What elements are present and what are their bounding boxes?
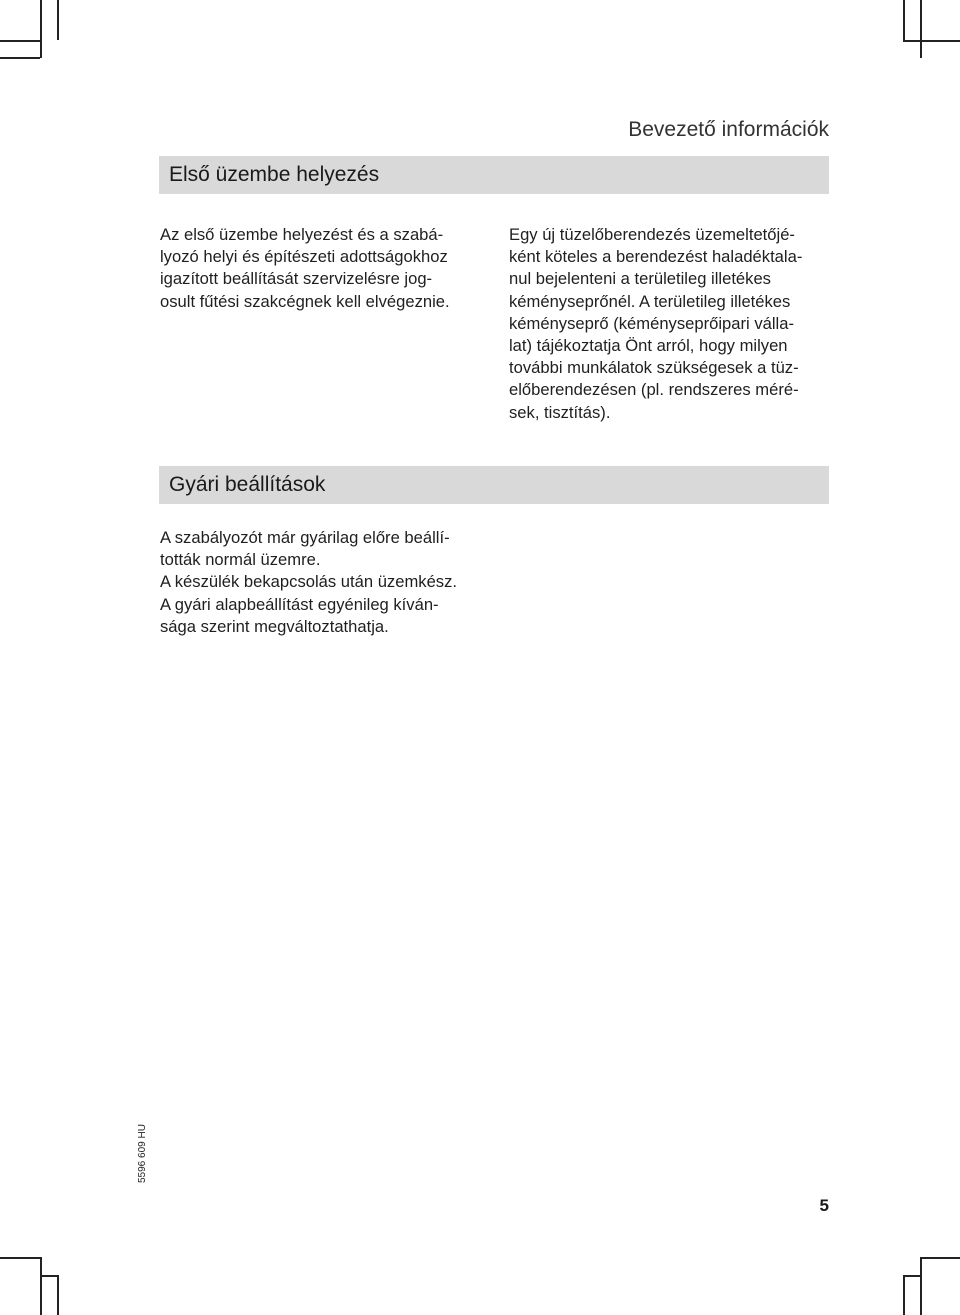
crop-mark: [0, 40, 40, 42]
paragraph-line: A szabályozót már gyárilag előre beállí-: [160, 528, 450, 547]
paragraph-line: lyozó helyi és építészeti adottságokhoz: [160, 247, 448, 267]
paragraph-line: Az első üzembe helyezést és a szabá-: [160, 225, 444, 244]
paragraph-line: A gyári alapbeállítást egyénileg kíván-: [160, 594, 439, 614]
document-code: 5596 609 HU: [137, 1124, 148, 1183]
section-heading-text: Első üzembe helyezés: [169, 163, 380, 186]
paragraph-line: további munkálatok szükségesek a tüz-: [509, 358, 799, 378]
section-heading-text: Gyári beállítások: [169, 473, 326, 496]
paragraph-line: kéményseprőnél. A területileg illetékes: [509, 291, 791, 311]
crop-mark: [920, 0, 922, 58]
crop-mark: [920, 40, 960, 42]
crop-mark: [0, 57, 40, 59]
paragraph-line: nul bejelenteni a területileg illetékes: [509, 269, 771, 289]
page-number: 5: [819, 1196, 829, 1215]
section-heading-factory-settings: [159, 466, 829, 504]
paragraph-line: Egy új tüzelőberendezés üzemeltetőjé-: [509, 225, 795, 244]
crop-mark: [40, 1257, 42, 1315]
paragraph-line: sek, tisztítás).: [509, 402, 611, 422]
crop-mark: [40, 1275, 58, 1277]
crop-mark: [0, 1257, 40, 1259]
crop-mark: [57, 0, 59, 40]
factory-settings-paragraph: [160, 527, 457, 638]
paragraph-line: lat) tájékoztatja Önt arról, hogy milyen: [509, 336, 788, 356]
crop-mark: [903, 40, 921, 42]
paragraph-line: igazított beállítását szervizelésre jog-: [160, 269, 433, 289]
running-header-title: Bevezető információk: [628, 118, 829, 141]
section-heading-first-startup: [159, 156, 829, 194]
crop-mark: [903, 1275, 921, 1277]
crop-mark: [920, 1257, 922, 1315]
crop-mark: [903, 1275, 905, 1315]
crop-mark: [40, 0, 42, 58]
paragraph-line: tották normál üzemre.: [160, 550, 321, 570]
crop-mark: [57, 1275, 59, 1315]
first-startup-left-paragraph: [160, 224, 450, 313]
paragraph-line: sága szerint megváltoztathatja.: [160, 616, 389, 636]
paragraph-line: osult fűtési szakcégnek kell elvégeznie.: [160, 291, 450, 311]
paragraph-line: előberendezésen (pl. rendszeres méré-: [509, 380, 799, 400]
first-startup-right-paragraph: [509, 224, 802, 424]
paragraph-line: A készülék bekapcsolás után üzemkész.: [160, 572, 458, 592]
paragraph-line: kéményseprő (kéményseprőipari válla-: [509, 313, 794, 333]
crop-mark: [903, 0, 905, 40]
crop-mark: [920, 1257, 960, 1259]
paragraph-line: ként köteles a berendezést haladéktala-: [509, 247, 803, 267]
